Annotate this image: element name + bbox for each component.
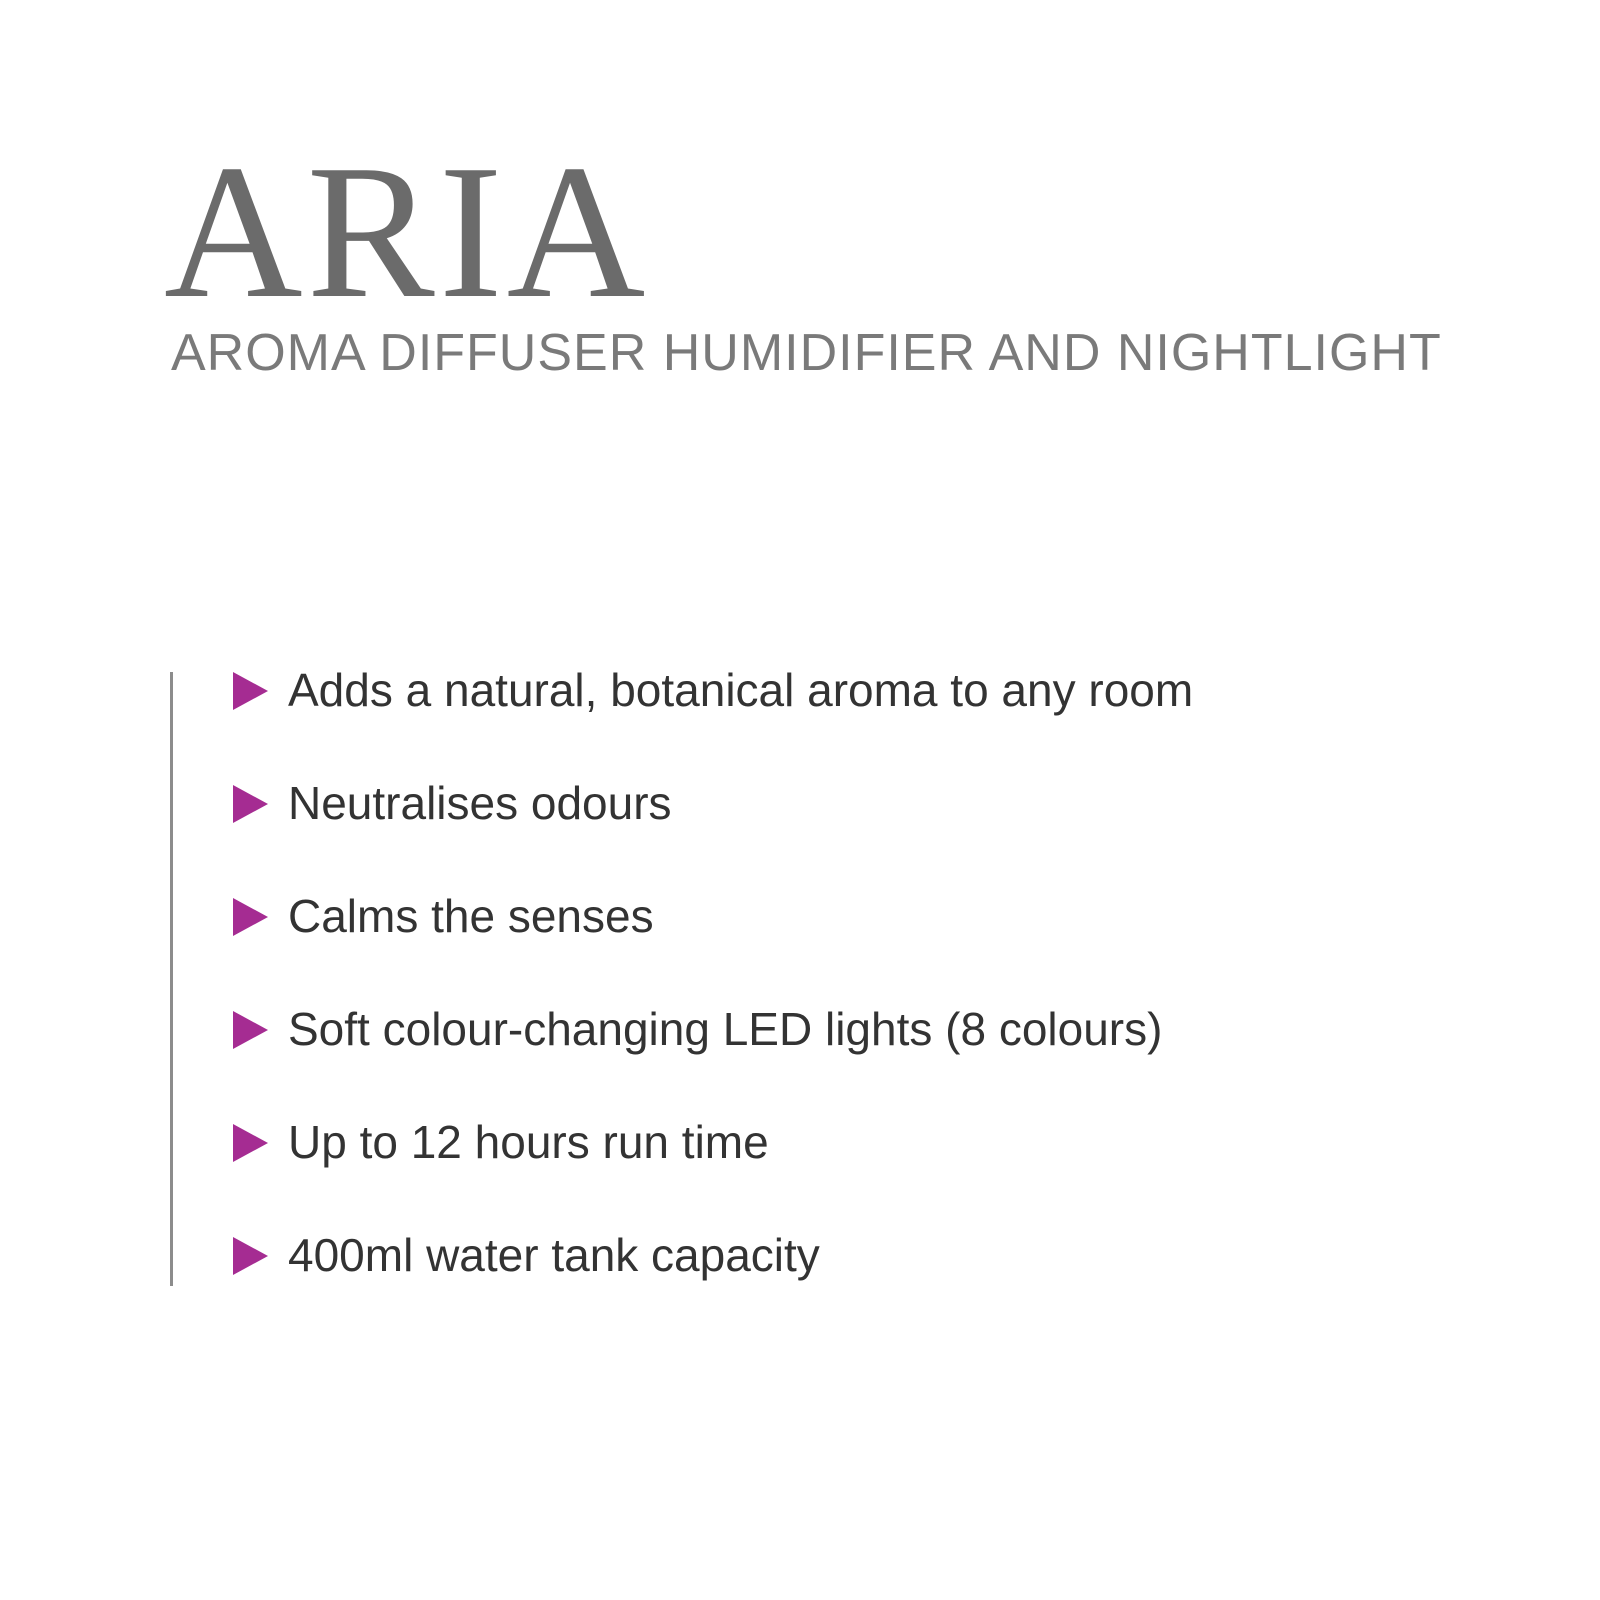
triangle-right-icon	[233, 1124, 268, 1162]
triangle-right-icon	[233, 785, 268, 823]
product-name-title: ARIA	[164, 125, 650, 338]
triangle-right-icon	[233, 1237, 268, 1275]
feature-item	[233, 860, 1193, 973]
feature-text: Soft colour-changing LED lights (8 colours)	[288, 1002, 1163, 1055]
feature-item	[233, 1199, 1193, 1312]
triangle-right-icon	[233, 1011, 268, 1049]
feature-text: Calms the senses	[288, 889, 654, 942]
feature-text: 400ml water tank capacity	[288, 1228, 820, 1281]
feature-item	[233, 747, 1193, 860]
feature-text: Adds a natural, botanical aroma to any room	[288, 663, 1194, 716]
product-subtitle: AROMA DIFFUSER HUMIDIFIER AND NIGHTLIGHT	[171, 324, 1442, 382]
triangle-right-icon	[233, 672, 268, 710]
vertical-divider	[170, 672, 173, 1286]
feature-item	[233, 973, 1193, 1086]
feature-text: Up to 12 hours run time	[288, 1115, 769, 1168]
feature-list	[233, 634, 1193, 1312]
feature-item	[233, 634, 1193, 747]
feature-text: Neutralises odours	[288, 776, 672, 829]
feature-item	[233, 1086, 1193, 1199]
triangle-right-icon	[233, 898, 268, 936]
